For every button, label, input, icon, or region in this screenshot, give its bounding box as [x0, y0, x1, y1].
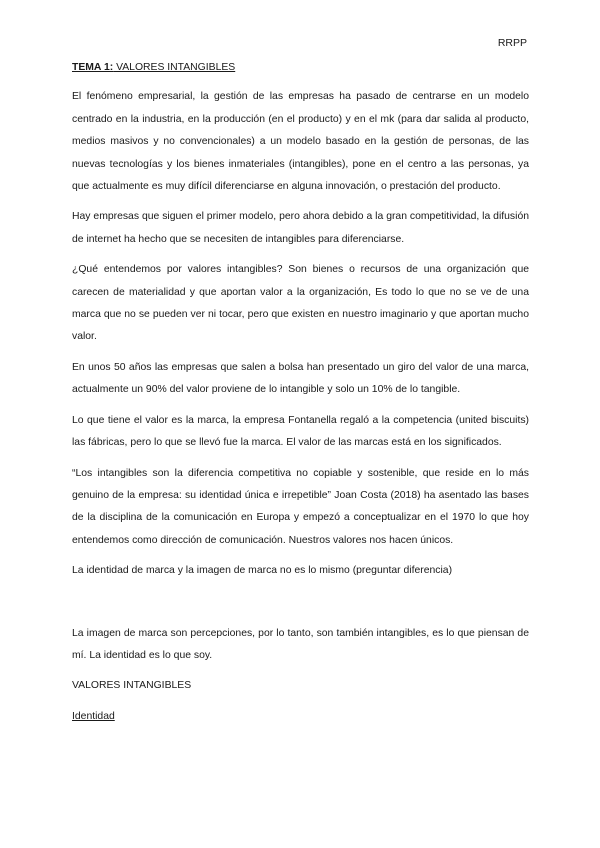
- title-prefix: TEMA 1:: [72, 62, 114, 73]
- paragraph: La imagen de marca son percepciones, por lo tanto, son también intangibles, es lo que piensan de mí. La identidad es lo que soy.: [72, 627, 529, 661]
- paragraph: Hay empresas que siguen el primer modelo, pero ahora debido a la gran competitividad, la difusión de internet ha hecho que se necesiten de intangibles para diferenciarse.: [72, 211, 529, 245]
- section-heading: VALORES INTANGIBLES: [72, 680, 192, 692]
- document-body: [72, 57, 529, 728]
- subheading: Identidad: [72, 710, 115, 722]
- page-header: RRPP: [497, 37, 527, 49]
- paragraph: ¿Qué entendemos por valores intangibles? Son bienes o recursos de una organización que carecen de materialidad y que aportan valor a la organización, Es todo lo que no se ve de una marca que no se pueden ver ni tocar, pero que existen en nuestro imaginario y que aportan mucho valor.: [72, 264, 529, 343]
- paragraph: El fenómeno empresarial, la gestión de las empresas ha pasado de centrarse en un modelo centrado en la industria, en la producción (en el producto) y en el mk (para dar salida al producto, medios masivos y no convencionales) a un modelo basado en la gestión de personas, de las nuevas tecnologías y los bienes inmateriales (intangibles), pone en el centro a las personas, ya que actualmente es muy difícil diferenciarse en alguna innovación, o prestación del producto.: [72, 91, 529, 193]
- paragraph: Lo que tiene el valor es la marca, la empresa Fontanella regaló a la competencia (united biscuits) las fábricas, pero lo que se llevó fue la marca. El valor de las marcas está en los significados.: [72, 414, 529, 449]
- title-text: VALORES INTANGIBLES: [113, 62, 236, 73]
- document-title: [72, 57, 529, 79]
- paragraph: En unos 50 años las empresas que salen a bolsa han presentado un giro del valor de una marca, actualmente un 90% del valor proviene de lo intangible y solo un 10% de lo tangible.: [72, 361, 529, 396]
- paragraph: “Los intangibles son la diferencia competitiva no copiable y sostenible, que reside en lo más genuino de la empresa: su identidad única e irrepetible” Joan Costa (2018) ha asentado las bases de la disciplina de la comunicación en Europa y empezó a conceptualizar en el 1970 lo que hoy entendemos como dirección de comunicación. Nuestros valores nos hacen únicos.: [72, 467, 529, 546]
- paragraph: La identidad de marca y la imagen de marca no es lo mismo (preguntar diferencia): [72, 565, 453, 577]
